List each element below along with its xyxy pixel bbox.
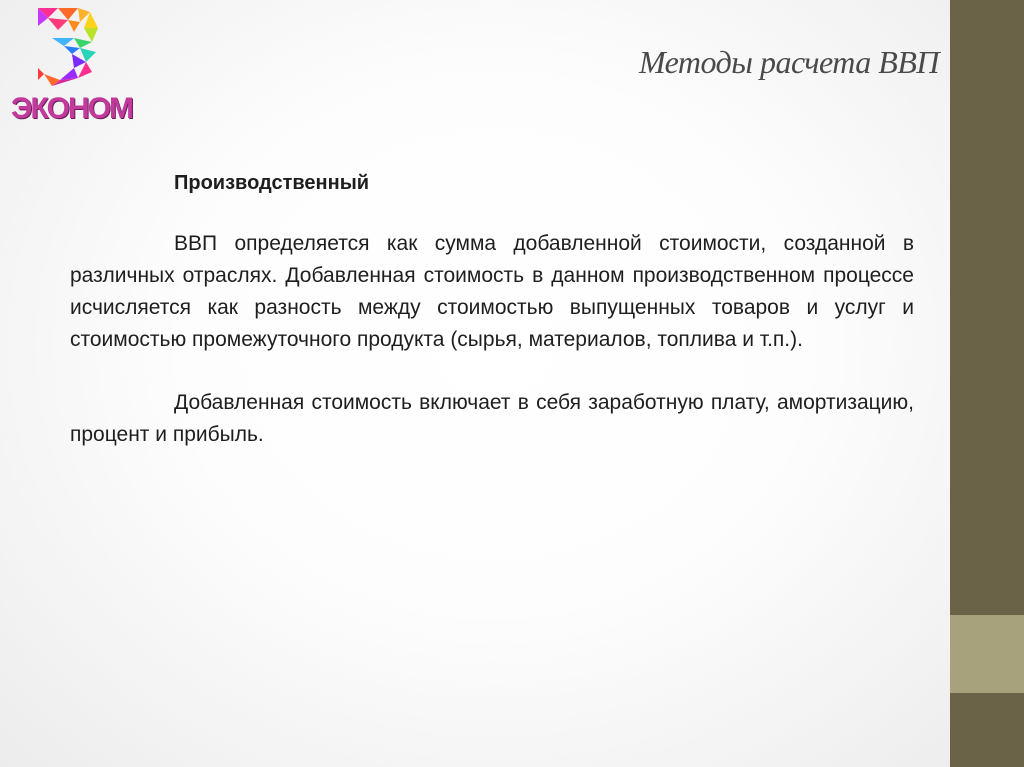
logo-facet xyxy=(38,68,44,80)
logo-facet xyxy=(80,48,96,62)
body-paragraph: ВВП определяется как сумма добавленной стоимости, созданной в различных отраслях. Добавленная стоимость в данном производственном процессе исчисляется как разность между стоимостью выпущенных товаров и услуг и стоимостью промежуточного продукта (сырья, материалов, топлива и т.п.). xyxy=(70,232,914,351)
section-heading: Производственный xyxy=(174,172,370,194)
logo-facet xyxy=(64,46,80,54)
sidebar-accent-block xyxy=(950,615,1024,693)
multicolor-letter-e-logo-icon xyxy=(8,8,126,88)
slide-title: Методы расчета ВВП xyxy=(638,44,939,80)
slide-body xyxy=(70,167,914,451)
logo-facet xyxy=(48,18,68,30)
logo-facet xyxy=(58,8,78,20)
body-paragraph: Добавленная стоимость включает в себя заработную плату, амортизацию, процент и прибыль. xyxy=(70,391,914,446)
logo-facet xyxy=(68,20,80,32)
logo-facet xyxy=(74,38,92,48)
logo-facet xyxy=(84,28,98,42)
logo-facet xyxy=(52,38,74,46)
logo-wordmark: ЭКОНОМ xyxy=(11,92,132,125)
logo-facet xyxy=(60,68,78,80)
brand-logo xyxy=(8,8,132,125)
